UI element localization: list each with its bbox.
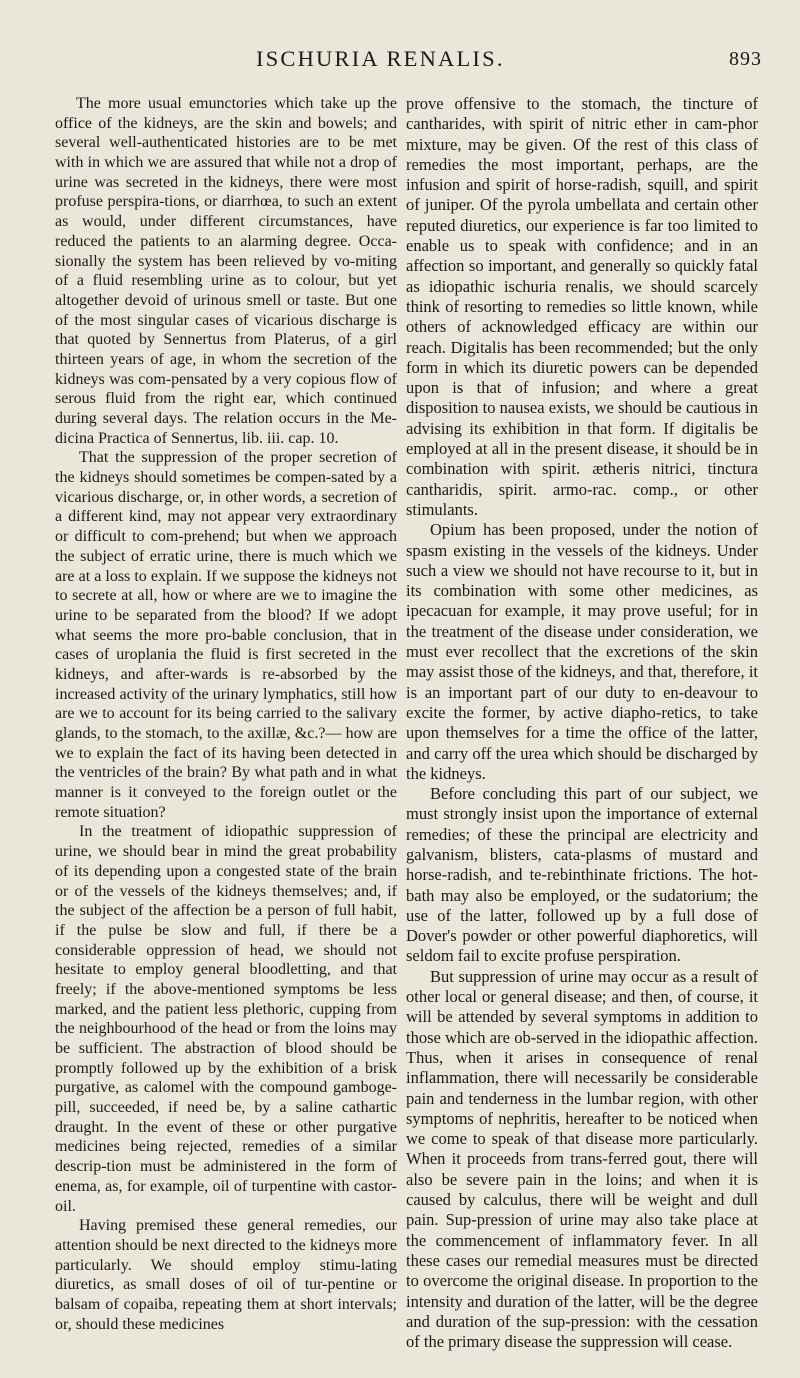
- running-title: ISCHURIA RENALIS.: [256, 46, 505, 71]
- paragraph: prove offensive to the stomach, the tincture of cantharides, with spirit of nitric ether in cam-phor mixture, may be given. Of the rest of this class of remedies the most important, perhaps, are the infusion and spirit of horse-radish, squill, and spirit of juniper. Of the pyrola umbellata and certain other reputed diuretics, our experience is far too limited to enable us to speak with confidence; and in an affection so important, and generally so quickly fatal as idiopathic ischuria renalis, we should scarcely think of resorting to remedies so little known, while others of acknowledged efficacy are within our reach. Digitalis has been recommended; but the only form in which its diuretic powers can be depended upon is that of infusion; and where a great disposition to nausea exists, we should be cautious in advising its exhibition in that form. If digitalis be employed at all in the present disease, it should be in combination with spirit. ætheris nitrici, tinctura cantharidis, spirit. armo-rac. comp., or other stimulants.: [406, 94, 758, 519]
- paragraph: That the suppression of the proper secretion of the kidneys should sometimes be compen-sated by a vicarious discharge, or, in other words, a secretion of a different kind, may not appear very extraordinary or difficult to com-prehend; but when we approach the subject of erratic urine, there is much which we are at a loss to explain. If we suppose the kidneys not to secrete at all, how or where are we to imagine the urine to be separated from the blood? If we adopt what seems the more pro-bable conclusion, that in cases of uroplania the fluid is first secreted in the kidneys, and after-wards is re-absorbed by the increased activity of the urinary lymphatics, still how are we to account for its being carried to the salivary glands, to the stomach, to the axillæ, &c.?— how are we to explain the fact of its having been detected in the ventricles of the brain? By what path and in what manner is it conveyed to the foreign outlet or the remote situation?: [55, 449, 397, 821]
- paragraph: Before concluding this part of our subject, we must strongly insist upon the importance of external remedies; of these the principal are electricity and galvanism, blisters, cata-plasms of mustard and horse-radish, and te-rebinthinate frictions. The hot-bath may also be employed, or the sudatorium; the use of the latter, followed up by a full dose of Dover's powder or other powerful diaphoretics, will seldom fail to excite profuse perspiration.: [406, 784, 758, 966]
- running-head: [0, 46, 800, 86]
- right-column: [406, 94, 758, 1352]
- paragraph: But suppression of urine may occur as a result of other local or general disease; and then, of course, it will be attended by several symptoms in addition to those which are ob-served in the idiopathic affection. Thus, when it arises in consequence of renal inflammation, there will necessarily be considerable pain and tenderness in the lumbar region, with other symptoms of nephritis, hereafter to be noticed when we come to speak of that disease more particularly. When it proceeds from trans-ferred gout, there will also be severe pain in the loins; and when it is caused by calculus, there will be weight and dull pain. Sup-pression of urine may also take place at the commencement of inflammatory fever. In all these cases our remedial measures must be directed to overcome the original disease. In proportion to the intensity and duration of the latter, will be the degree and duration of the sup-pression: with the cessation of the primary disease the suppression will cease.: [406, 966, 758, 1352]
- paragraph: In the treatment of idiopathic suppression of urine, we should bear in mind the great probability of its depending upon a congested state of the brain or of the vessels of the kidneys themselves; and, if the subject of the affection be a person of full habit, if the pulse be slow and full, if there be a considerable oppression of head, we should not hesitate to employ general bloodletting, and that freely; if the above-mentioned symptoms be less marked, and the patient less plethoric, cupping from the neighbourhood of the head or from the loins may be sufficient. The abstraction of blood should be promptly followed up by the exhibition of a brisk purgative, as calomel with the compound gamboge-pill, succeeded, if need be, by a saline cathartic draught. In the event of these or other purgative medicines being rejected, remedies of a similar descrip-tion must be administered in the form of enema, as, for example, oil of turpentine with castor-oil.: [55, 823, 397, 1215]
- left-column: [55, 94, 397, 1334]
- paragraph: Having premised these general remedies, our attention should be next directed to the kidneys more particularly. We should employ stimu-lating diuretics, as small doses of oil of tur-pentine or balsam of copaiba, repeating them at short intervals; or, should these medicines: [55, 1217, 397, 1333]
- paragraph: The more usual emunctories which take up the office of the kidneys, are the skin and bowels; and several well-authenticated histories are to be met with in which we are assured that while not a drop of urine was secreted in the kidneys, there were most profuse perspira-tions, or diarrhœa, to such an extent as would, under different circumstances, have reduced the patients to an alarming degree. Occa-sionally the system has been relieved by vo-miting of a fluid resembling urine as to colour, but yet altogether devoid of urinous smell or taste. But one of the most singular cases of vicarious discharge is that quoted by Sennertus from Platerus, of a girl thirteen years of age, in whom the secretion of the kidneys was com-pensated by a very copious flow of serous fluid from the right ear, which continued during several days. The relation occurs in the Me-dicina Practica of Sennertus, lib. iii. cap. 10.: [55, 95, 397, 447]
- paragraph: Opium has been proposed, under the notion of spasm existing in the vessels of the kidneys. Under such a view we should not have recourse to it, but in its combination with some other medicines, as ipecacuan for example, it may prove useful; for in the treatment of the disease under consideration, we must ever recollect that the excretions of the skin may assist those of the kidneys, and that, therefore, it is an important part of our duty to en-deavour to excite the former, by active diapho-retics, to take upon themselves for a time the office of the latter, and carry off the urea which should be discharged by the kidneys.: [406, 520, 758, 783]
- page-number: 893: [729, 48, 762, 70]
